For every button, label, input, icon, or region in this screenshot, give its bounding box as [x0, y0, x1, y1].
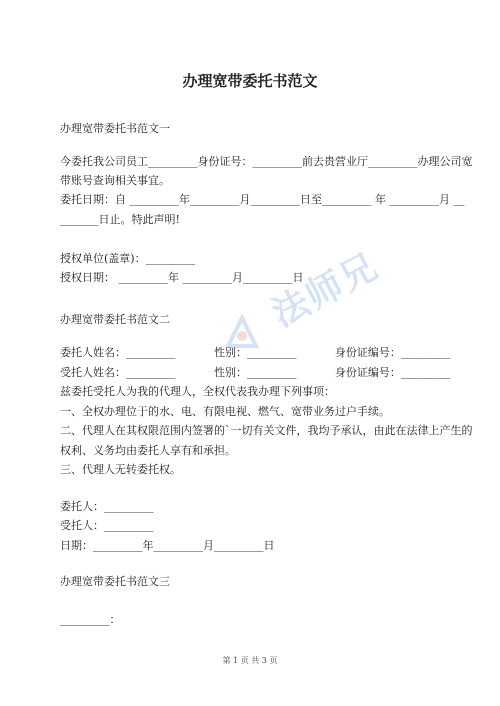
section-2-line-6: 权利、义务均由委托人享有和承担。	[60, 444, 236, 457]
section-2-heading: 办理宽带委托书范文二	[60, 313, 170, 326]
section-2-line-10: 日期：_________年_________月_________日	[60, 539, 275, 552]
section-1-line-4: _______日止。特此声明!	[60, 213, 180, 226]
section-2-line-2: 受托人姓名：_________ 性别：_________ 身份证编号：_________	[60, 366, 451, 379]
section-1-line-1: 今委托我公司员工_________身份证号：_________前去贵营业厅_________办理公司宽	[60, 155, 473, 168]
section-2-line-9: 受托人：_________	[60, 519, 154, 532]
section-3-line-1: _________：	[60, 613, 121, 626]
section-2-line-4: 一、全权办理位于的水、电、有限电视、燃气、宽带业务过户手续。	[60, 405, 390, 418]
section-2-line-7: 三、代理人无转委托权。	[60, 463, 181, 476]
watermark-logo-icon	[222, 312, 262, 352]
section-1-line-3: 委托日期：自 _________年_________月_________日至_________ 年 _________月 __	[60, 193, 465, 206]
section-2-line-5: 二、代理人在其权限范围内签署的`一切有关文件，我均予承认，由此在法律上产生的	[60, 424, 473, 437]
document-title: 办理宽带委托书范文	[182, 72, 318, 90]
section-1-line-5: 授权单位(盖章)：_________	[60, 252, 196, 265]
section-2-line-1: 委托人姓名：_________ 性别：_________ 身份证编号：_________	[60, 346, 451, 359]
section-2-line-3: 兹委托受托人为我的代理人，全权代表我办理下列事项：	[60, 385, 335, 398]
section-1-heading: 办理宽带委托书范文一	[60, 122, 170, 135]
page-footer: 第 1 页 共 3 页	[222, 656, 278, 665]
section-1-line-6: 授权日期： _________年 _________月_________日	[60, 271, 304, 284]
section-1-line-2: 带账号查询相关事宜。	[60, 174, 170, 187]
section-3-heading: 办理宽带委托书范文三	[60, 575, 170, 588]
watermark: 法师兄	[265, 245, 386, 336]
section-2-line-8: 委托人：_________	[60, 500, 154, 513]
